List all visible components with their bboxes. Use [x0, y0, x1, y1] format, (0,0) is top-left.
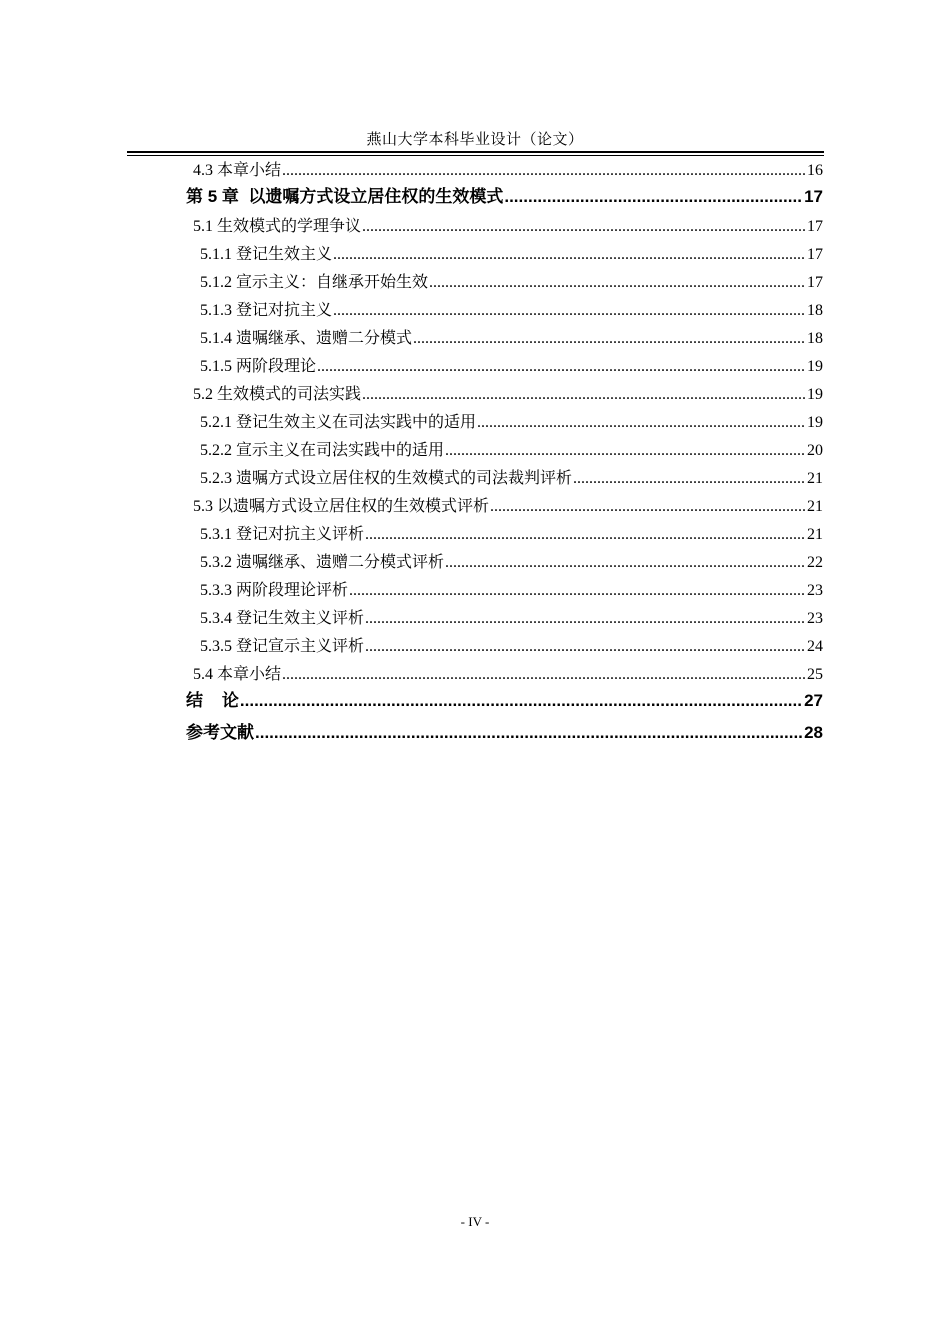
toc-entry-label: 5.2 生效模式的司法实践 [193, 386, 362, 403]
toc-entry-page: 20 [807, 442, 823, 459]
toc-leader-dots [365, 633, 806, 661]
toc-entry[interactable] [200, 353, 823, 381]
toc-entry-page: 19 [807, 358, 823, 375]
toc-entry-page: 22 [807, 554, 823, 571]
toc-entry[interactable] [193, 493, 823, 521]
toc-entry[interactable] [200, 269, 823, 297]
toc-entry-label: 5.3.5 登记宣示主义评析 [200, 638, 365, 655]
toc-entry-label: 参考文献 [186, 723, 254, 742]
toc-leader-dots [365, 521, 806, 549]
toc-entry-label: 第 5 章 以遗嘱方式设立居住权的生效模式 [186, 187, 504, 206]
toc-leader-dots [255, 719, 803, 747]
toc-entry-page: 23 [807, 582, 823, 599]
toc-entry[interactable] [200, 549, 823, 577]
toc-leader-dots [445, 437, 806, 465]
toc-leader-dots [477, 409, 806, 437]
toc-leader-dots [490, 493, 806, 521]
toc-leader-dots [282, 157, 806, 185]
toc-leader-dots [333, 297, 806, 325]
page-header-title: 燕山大学本科毕业设计（论文） [366, 132, 584, 148]
toc-entry-label: 5.1.1 登记生效主义 [200, 246, 333, 263]
toc-leader-dots [573, 465, 806, 493]
header-rule-thin [127, 155, 824, 156]
toc-entry-page: 21 [807, 526, 823, 543]
toc-entry-page: 17 [804, 187, 823, 206]
toc-entry-label: 5.1.2 宣示主义：自继承开始生效 [200, 274, 429, 291]
toc-entry-label: 5.3.1 登记对抗主义评析 [200, 526, 365, 543]
toc-entry-page: 19 [807, 414, 823, 431]
toc-entry-page: 21 [807, 470, 823, 487]
toc-leader-dots [445, 549, 806, 577]
toc-entry[interactable] [193, 381, 823, 409]
toc-entry-label: 5.3.3 两阶段理论评析 [200, 582, 349, 599]
toc-entry[interactable] [200, 325, 823, 353]
toc-entry-references[interactable] [186, 719, 823, 747]
toc-entry-label: 5.1 生效模式的学理争议 [193, 218, 362, 235]
toc-entry-label: 5.1.5 两阶段理论 [200, 358, 317, 375]
toc-leader-dots [362, 381, 806, 409]
toc-entry[interactable] [200, 605, 823, 633]
toc-entry-label: 5.3 以遗嘱方式设立居住权的生效模式评析 [193, 498, 490, 515]
toc-entry-page: 21 [807, 498, 823, 515]
toc-entry[interactable] [200, 577, 823, 605]
toc-entry-page: 17 [807, 274, 823, 291]
toc-entry-label: 5.2.3 遗嘱方式设立居住权的生效模式的司法裁判评析 [200, 470, 573, 487]
toc-entry-label: 5.2.1 登记生效主义在司法实践中的适用 [200, 414, 477, 431]
toc-entry-page: 16 [807, 162, 823, 179]
toc-leader-dots [365, 605, 806, 633]
toc-entry-label: 5.2.2 宣示主义在司法实践中的适用 [200, 442, 445, 459]
toc-leader-dots [240, 687, 803, 715]
toc-entry[interactable] [193, 213, 823, 241]
toc-entry-page: 24 [807, 638, 823, 655]
toc-entry-label: 5.1.4 遗嘱继承、遗赠二分模式 [200, 330, 413, 347]
toc-leader-dots [413, 325, 806, 353]
toc-leader-dots [333, 241, 806, 269]
toc-entry-page: 18 [807, 330, 823, 347]
toc-entry-page: 19 [807, 386, 823, 403]
toc-leader-dots [429, 269, 806, 297]
toc-entry[interactable] [193, 661, 823, 689]
toc-entry[interactable] [200, 409, 823, 437]
toc-entry[interactable] [200, 521, 823, 549]
toc-entry-chapter[interactable] [186, 183, 823, 211]
toc-leader-dots [282, 661, 806, 689]
toc-leader-dots [317, 353, 806, 381]
toc-entry[interactable] [193, 157, 823, 185]
toc-entry-label: 4.3 本章小结 [193, 162, 282, 179]
toc-leader-dots [362, 213, 806, 241]
toc-leader-dots [349, 577, 806, 605]
toc-entry-page: 17 [807, 246, 823, 263]
toc-entry[interactable] [200, 297, 823, 325]
toc-entry-page: 27 [804, 691, 823, 710]
toc-entry-label: 5.3.2 遗嘱继承、遗赠二分模式评析 [200, 554, 445, 571]
toc-entry[interactable] [200, 437, 823, 465]
toc-entry-label: 结 论 [186, 691, 239, 710]
toc-entry-page: 25 [807, 666, 823, 683]
toc-entry[interactable] [200, 241, 823, 269]
toc-entry-page: 23 [807, 610, 823, 627]
toc-entry-page: 28 [804, 723, 823, 742]
toc-leader-dots [504, 183, 803, 211]
toc-entry-conclusion[interactable] [186, 687, 823, 715]
toc-entry[interactable] [200, 465, 823, 493]
toc-entry-page: 18 [807, 302, 823, 319]
toc-entry-label: 5.1.3 登记对抗主义 [200, 302, 333, 319]
toc-entry[interactable] [200, 633, 823, 661]
toc-entry-label: 5.3.4 登记生效主义评析 [200, 610, 365, 627]
header-rule-thick [127, 151, 824, 153]
toc-entry-label: 5.4 本章小结 [193, 666, 282, 683]
toc-entry-page: 17 [807, 218, 823, 235]
page-number: - IV - [460, 1214, 490, 1229]
